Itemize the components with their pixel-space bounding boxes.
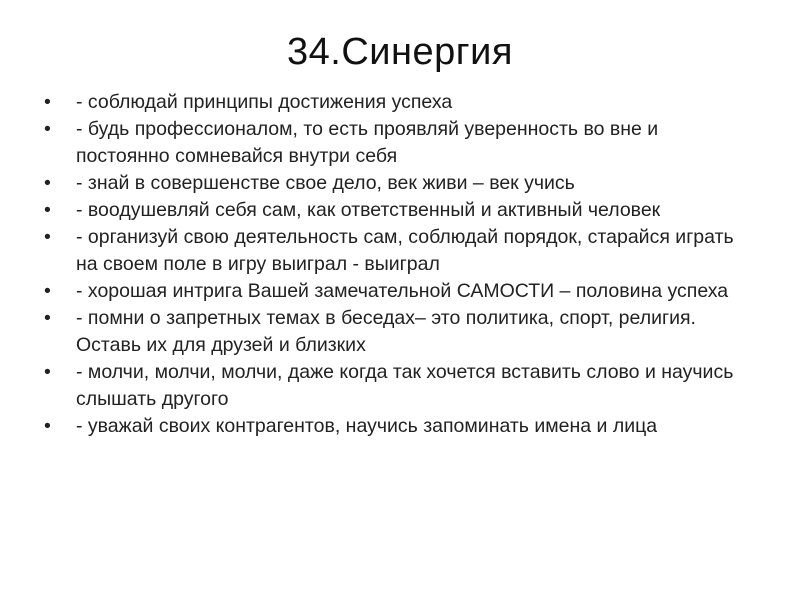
list-item-text: - молчи, молчи, молчи, даже когда так хочется вставить слово и научись слышать другого [76,361,734,410]
bullet-icon: • [44,199,51,221]
list-item [44,89,744,116]
list-item-text: - уважай своих контрагентов, научись запоминать имена и лица [76,415,658,437]
bullet-icon: • [44,118,51,140]
bullet-icon: • [44,91,51,113]
list-item [44,359,744,413]
list-item-text: - организуй свою деятельность сам, соблюдай порядок, старайся играть на своем поле в игру выиграл - выиграл [76,226,734,275]
bullet-icon: • [44,172,51,194]
list-item-text: - хорошая интрига Вашей замечательной САМОСТИ – половина успеха [76,280,729,302]
bullet-icon: • [44,280,51,302]
list-item [44,116,744,170]
slide-title: 34.Синергия [287,31,513,73]
bullet-list [44,89,744,440]
list-item-text: - соблюдай принципы достижения успеха [76,91,453,113]
bullet-icon: • [44,361,51,383]
bullet-icon: • [44,307,51,329]
list-item [44,224,744,278]
list-item-text: - помни о запретных темах в беседах– это политика, спорт, религия. Оставь их для друзей и близких [76,307,696,356]
list-item [44,170,744,197]
list-item [44,278,744,305]
list-item [44,305,744,359]
list-item [44,197,744,224]
list-item-text: - знай в совершенстве свое дело, век живи – век учись [76,172,575,194]
bullet-icon: • [44,415,51,437]
list-item [44,413,744,440]
list-item-text: - воодушевляй себя сам, как ответственный и активный человек [76,199,661,221]
list-item-text: - будь профессионалом, то есть проявляй уверенность во вне и постоянно сомневайся внутри себя [76,118,659,167]
bullet-icon: • [44,226,51,248]
